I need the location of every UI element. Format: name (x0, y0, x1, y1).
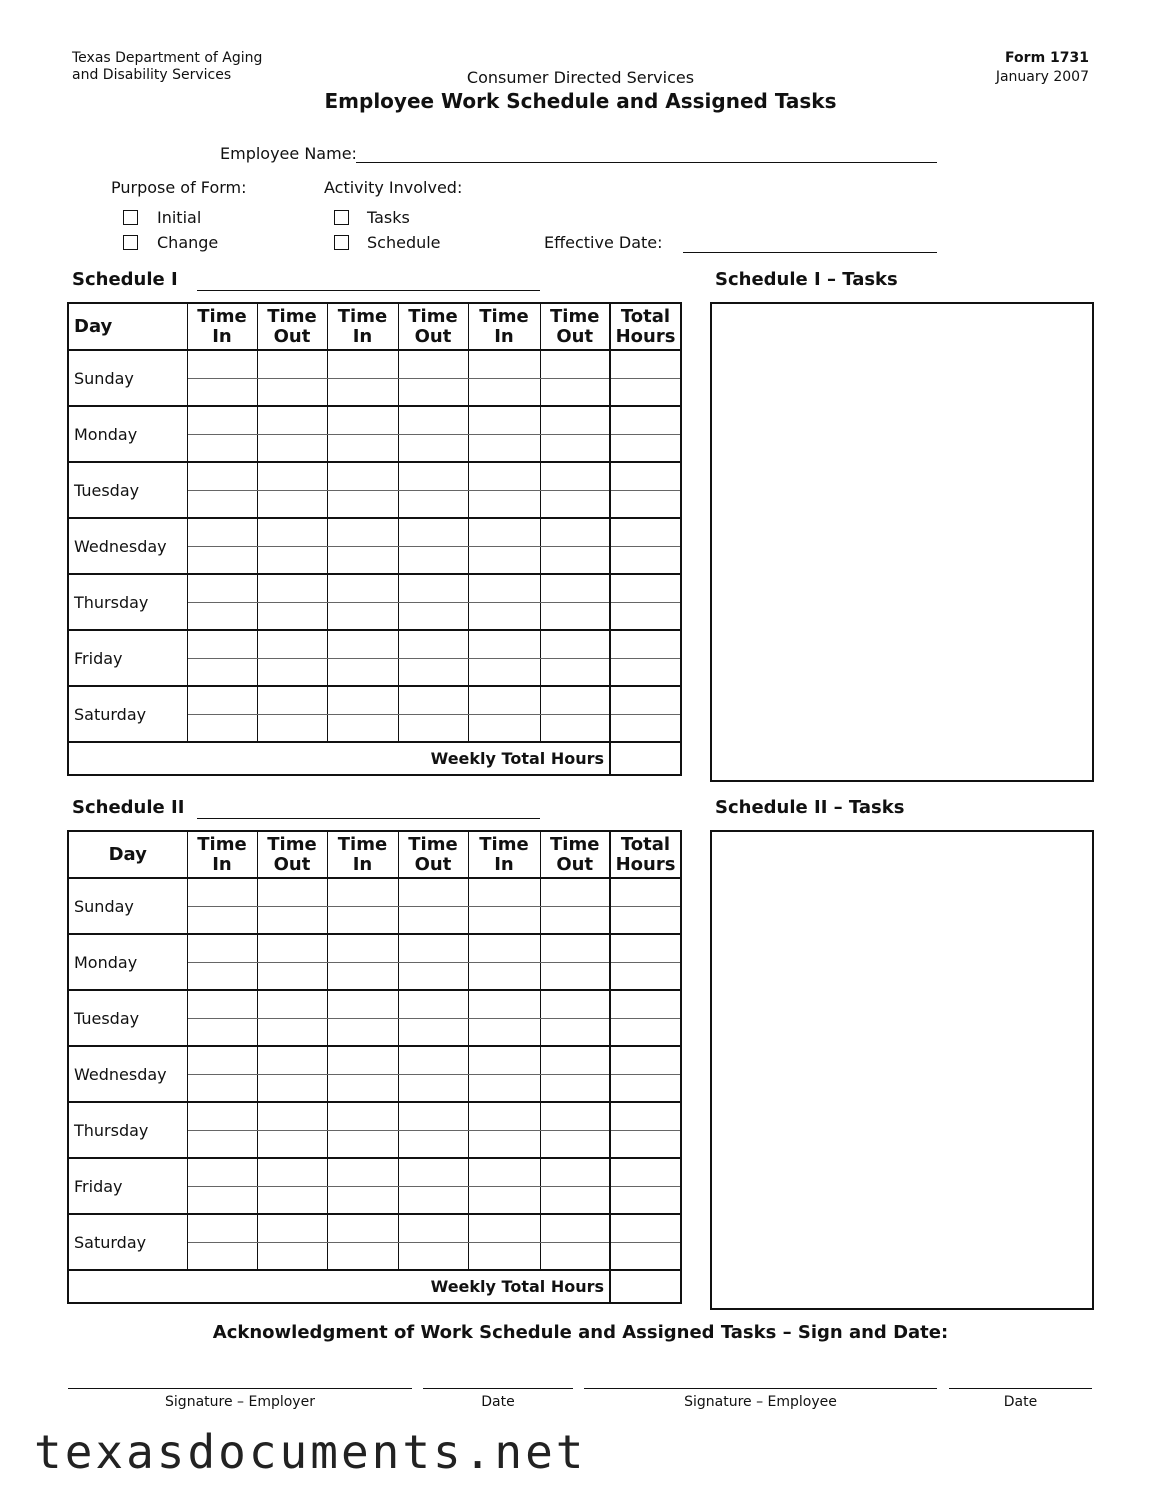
time-cell[interactable] (540, 602, 610, 630)
time-cell[interactable] (187, 406, 257, 434)
time-cell[interactable] (610, 686, 680, 714)
time-cell[interactable] (468, 350, 540, 378)
time-cell[interactable] (468, 714, 540, 742)
day-header: Day (69, 832, 187, 878)
time-cell[interactable] (610, 1018, 680, 1046)
time-cell[interactable] (398, 462, 468, 490)
time-cell[interactable] (398, 546, 468, 574)
column-header-line-2: Out (556, 325, 594, 347)
schedule-label: Schedule (367, 233, 441, 252)
effective-date-label: Effective Date: (544, 233, 663, 252)
time-cell[interactable] (540, 1074, 610, 1102)
column-header-line-1: Total (620, 833, 671, 855)
time-cell[interactable] (327, 378, 398, 406)
employer-signature-label: Signature – Employer (165, 1394, 315, 1410)
time-cell[interactable] (257, 1074, 327, 1102)
time-cell[interactable] (187, 490, 257, 518)
time-cell[interactable] (257, 1102, 327, 1130)
time-cell[interactable] (187, 350, 257, 378)
time-cell[interactable] (327, 1242, 398, 1270)
time-cell[interactable] (398, 1102, 468, 1130)
time-cell[interactable] (327, 602, 398, 630)
time-cell[interactable] (610, 350, 680, 378)
time-cell[interactable] (468, 1130, 540, 1158)
day-label: Friday (69, 1158, 187, 1214)
time-cell[interactable] (540, 406, 610, 434)
weekly-total-cell[interactable] (610, 742, 680, 774)
day-label: Wednesday (69, 518, 187, 574)
column-header-line-1: Time (479, 305, 529, 327)
column-header-line-2: Out (556, 853, 594, 875)
time-cell[interactable] (257, 406, 327, 434)
time-cell[interactable] (468, 602, 540, 630)
schedule-2-table (67, 830, 682, 1304)
purpose-label: Purpose of Form: (111, 178, 247, 197)
time-cell[interactable] (187, 518, 257, 546)
time-cell[interactable] (187, 686, 257, 714)
time-cell[interactable] (257, 574, 327, 602)
time-cell[interactable] (327, 630, 398, 658)
column-header-line-2: Hours (615, 325, 676, 347)
time-cell[interactable] (257, 658, 327, 686)
time-cell[interactable] (540, 1130, 610, 1158)
time-cell[interactable] (468, 906, 540, 934)
time-cell[interactable] (398, 686, 468, 714)
time-cell[interactable] (468, 518, 540, 546)
time-cell[interactable] (610, 1186, 680, 1214)
time-cell[interactable] (327, 686, 398, 714)
time-cell[interactable] (398, 434, 468, 462)
time-cell[interactable] (610, 602, 680, 630)
time-cell[interactable] (540, 962, 610, 990)
column-header-line-1: Time (337, 305, 388, 327)
time-cell[interactable] (257, 462, 327, 490)
time-cell[interactable] (540, 1214, 610, 1242)
employee-signature-line[interactable] (584, 1388, 937, 1389)
time-cell[interactable] (187, 1242, 257, 1270)
time-cell[interactable] (468, 1074, 540, 1102)
time-cell[interactable] (610, 546, 680, 574)
time-cell[interactable] (257, 1158, 327, 1186)
time-cell[interactable] (398, 962, 468, 990)
time-cell[interactable] (257, 1046, 327, 1074)
time-cell[interactable] (610, 378, 680, 406)
agency-line-1: Texas Department of Aging (72, 50, 263, 66)
time-cell[interactable] (610, 1242, 680, 1270)
day-label: Thursday (69, 1102, 187, 1158)
column-header-line-1: Time (408, 833, 458, 855)
time-cell[interactable] (187, 878, 257, 906)
time-cell[interactable] (327, 574, 398, 602)
column-header-line-1: Time (267, 305, 317, 327)
day-label: Wednesday (69, 1046, 187, 1102)
time-cell[interactable] (257, 490, 327, 518)
time-cell[interactable] (468, 1102, 540, 1130)
time-cell[interactable] (540, 1186, 610, 1214)
time-cell[interactable] (257, 546, 327, 574)
time-cell[interactable] (327, 406, 398, 434)
time-cell[interactable] (468, 1046, 540, 1074)
column-header-line-2: Hours (615, 853, 676, 875)
time-cell[interactable] (257, 1214, 327, 1242)
time-cell[interactable] (257, 434, 327, 462)
time-cell[interactable] (327, 1130, 398, 1158)
employee-name-label: Employee Name: (220, 144, 357, 163)
weekly-total-label: Weekly Total Hours (430, 749, 604, 768)
time-cell[interactable] (327, 1158, 398, 1186)
time-cell[interactable] (468, 406, 540, 434)
column-header-line-1: Time (337, 833, 388, 855)
column-header-line-2: In (212, 853, 232, 875)
time-cell[interactable] (610, 962, 680, 990)
column-header (540, 832, 610, 878)
weekly-total-cell[interactable] (610, 1270, 680, 1302)
time-cell[interactable] (327, 1186, 398, 1214)
time-cell[interactable] (327, 434, 398, 462)
time-cell[interactable] (540, 934, 610, 962)
time-cell[interactable] (398, 1186, 468, 1214)
time-cell[interactable] (468, 490, 540, 518)
acknowledgment-heading: Acknowledgment of Work Schedule and Assigned Tasks – Sign and Date: (212, 1322, 949, 1343)
time-cell[interactable] (398, 630, 468, 658)
time-cell[interactable] (187, 462, 257, 490)
time-cell[interactable] (187, 1018, 257, 1046)
time-cell[interactable] (257, 602, 327, 630)
time-cell[interactable] (257, 378, 327, 406)
time-cell[interactable] (610, 574, 680, 602)
column-header-line-1: Time (197, 833, 247, 855)
employer-date-label: Date (481, 1394, 515, 1410)
time-cell[interactable] (398, 1214, 468, 1242)
watermark: texasdocuments.net (34, 1425, 587, 1479)
time-cell[interactable] (327, 962, 398, 990)
time-cell[interactable] (187, 1046, 257, 1074)
time-cell[interactable] (398, 1158, 468, 1186)
time-cell[interactable] (610, 406, 680, 434)
time-cell[interactable] (468, 434, 540, 462)
schedule-1-title: Schedule I (72, 269, 178, 290)
weekly-total-label: Weekly Total Hours (430, 1277, 604, 1296)
day-label: Friday (69, 630, 187, 686)
day-label: Sunday (69, 878, 187, 934)
time-cell[interactable] (468, 962, 540, 990)
time-cell[interactable] (257, 1130, 327, 1158)
time-cell[interactable] (540, 1102, 610, 1130)
time-cell[interactable] (257, 518, 327, 546)
time-cell[interactable] (468, 1242, 540, 1270)
time-cell[interactable] (398, 350, 468, 378)
time-cell[interactable] (257, 630, 327, 658)
column-header-line-1: Time (479, 833, 529, 855)
time-cell[interactable] (327, 878, 398, 906)
time-cell[interactable] (257, 878, 327, 906)
time-cell[interactable] (327, 1214, 398, 1242)
time-cell[interactable] (327, 1018, 398, 1046)
day-label: Thursday (69, 574, 187, 630)
schedule-2-tasks-title: Schedule II – Tasks (715, 797, 905, 818)
time-cell[interactable] (468, 546, 540, 574)
time-cell[interactable] (187, 962, 257, 990)
time-cell[interactable] (327, 714, 398, 742)
time-cell[interactable] (540, 490, 610, 518)
time-cell[interactable] (187, 434, 257, 462)
time-cell[interactable] (468, 658, 540, 686)
time-cell[interactable] (610, 990, 680, 1018)
column-header-line-2: In (494, 853, 514, 875)
time-cell[interactable] (540, 630, 610, 658)
schedule-2-title: Schedule II (72, 797, 185, 818)
time-cell[interactable] (610, 934, 680, 962)
time-cell[interactable] (398, 490, 468, 518)
time-cell[interactable] (468, 1214, 540, 1242)
time-cell[interactable] (398, 906, 468, 934)
time-cell[interactable] (257, 1186, 327, 1214)
column-header (610, 304, 680, 350)
time-cell[interactable] (398, 990, 468, 1018)
time-cell[interactable] (327, 546, 398, 574)
time-cell[interactable] (327, 462, 398, 490)
employer-signature-line[interactable] (68, 1388, 412, 1389)
time-cell[interactable] (187, 934, 257, 962)
time-cell[interactable] (468, 1018, 540, 1046)
schedule-checkbox[interactable] (334, 235, 349, 250)
time-cell[interactable] (540, 714, 610, 742)
time-cell[interactable] (610, 878, 680, 906)
time-cell[interactable] (327, 1074, 398, 1102)
page-title: Employee Work Schedule and Assigned Tasks (324, 89, 837, 113)
time-cell[interactable] (398, 878, 468, 906)
time-cell[interactable] (327, 934, 398, 962)
tasks-checkbox[interactable] (334, 210, 349, 225)
time-cell[interactable] (327, 490, 398, 518)
employee-date-line[interactable] (949, 1388, 1092, 1389)
time-cell[interactable] (610, 1214, 680, 1242)
time-cell[interactable] (610, 1046, 680, 1074)
column-header-line-2: In (352, 325, 373, 347)
time-cell[interactable] (187, 378, 257, 406)
time-cell[interactable] (468, 990, 540, 1018)
schedule-1-tasks-box[interactable] (710, 302, 1094, 782)
time-cell[interactable] (540, 462, 610, 490)
time-cell[interactable] (540, 990, 610, 1018)
time-cell[interactable] (468, 378, 540, 406)
time-cell[interactable] (257, 990, 327, 1018)
time-cell[interactable] (610, 462, 680, 490)
time-cell[interactable] (468, 630, 540, 658)
time-cell[interactable] (398, 714, 468, 742)
time-cell[interactable] (398, 1046, 468, 1074)
form-date: January 2007 (995, 69, 1089, 85)
column-header (187, 832, 257, 878)
day-label: Monday (69, 934, 187, 990)
time-cell[interactable] (540, 574, 610, 602)
column-header (327, 304, 398, 350)
time-cell[interactable] (187, 1186, 257, 1214)
time-cell[interactable] (257, 350, 327, 378)
time-cell[interactable] (398, 574, 468, 602)
time-cell[interactable] (540, 906, 610, 934)
time-cell[interactable] (398, 1018, 468, 1046)
time-cell[interactable] (468, 686, 540, 714)
change-checkbox[interactable] (123, 235, 138, 250)
time-cell[interactable] (257, 714, 327, 742)
employer-date-line[interactable] (423, 1388, 573, 1389)
time-cell[interactable] (187, 1130, 257, 1158)
time-cell[interactable] (468, 1158, 540, 1186)
program-name: Consumer Directed Services (466, 68, 695, 87)
column-header-line-2: In (212, 325, 232, 347)
change-label: Change (157, 233, 219, 252)
time-cell[interactable] (540, 434, 610, 462)
time-cell[interactable] (327, 518, 398, 546)
schedule-1-tasks-title: Schedule I – Tasks (715, 269, 898, 290)
time-cell[interactable] (187, 1074, 257, 1102)
initial-label: Initial (157, 208, 202, 227)
time-cell[interactable] (257, 962, 327, 990)
day-label: Tuesday (69, 462, 187, 518)
employee-name-field[interactable] (356, 162, 937, 163)
time-cell[interactable] (257, 934, 327, 962)
time-cell[interactable] (610, 1158, 680, 1186)
time-cell[interactable] (610, 1130, 680, 1158)
time-cell[interactable] (610, 658, 680, 686)
time-cell[interactable] (540, 378, 610, 406)
time-cell[interactable] (610, 518, 680, 546)
time-cell[interactable] (540, 1158, 610, 1186)
column-header-line-2: Out (414, 325, 452, 347)
employee-date-label: Date (1003, 1394, 1038, 1410)
time-cell[interactable] (398, 518, 468, 546)
time-cell[interactable] (187, 1102, 257, 1130)
time-cell[interactable] (398, 602, 468, 630)
time-cell[interactable] (327, 658, 398, 686)
time-cell[interactable] (398, 658, 468, 686)
time-cell[interactable] (187, 658, 257, 686)
time-cell[interactable] (540, 546, 610, 574)
day-label: Sunday (69, 350, 187, 406)
time-cell[interactable] (187, 1214, 257, 1242)
time-cell[interactable] (540, 1046, 610, 1074)
day-header: Day (69, 304, 187, 350)
time-cell[interactable] (610, 434, 680, 462)
column-header-line-2: Out (273, 853, 311, 875)
time-cell[interactable] (610, 1102, 680, 1130)
schedule-2-name-field[interactable] (197, 818, 540, 819)
time-cell[interactable] (187, 714, 257, 742)
time-cell[interactable] (610, 906, 680, 934)
time-cell[interactable] (187, 602, 257, 630)
initial-checkbox[interactable] (123, 210, 138, 225)
time-cell[interactable] (610, 1074, 680, 1102)
time-cell[interactable] (257, 906, 327, 934)
day-label: Saturday (69, 1214, 187, 1270)
column-header-line-1: Time (550, 833, 600, 855)
column-header (187, 304, 257, 350)
day-label: Monday (69, 406, 187, 462)
time-cell[interactable] (468, 574, 540, 602)
effective-date-field[interactable] (683, 252, 937, 253)
time-cell[interactable] (257, 1018, 327, 1046)
time-cell[interactable] (398, 1242, 468, 1270)
time-cell[interactable] (540, 1018, 610, 1046)
time-cell[interactable] (468, 934, 540, 962)
column-header (398, 832, 468, 878)
day-label: Saturday (69, 686, 187, 742)
time-cell[interactable] (187, 546, 257, 574)
schedule-1-table (67, 302, 682, 776)
day-label: Tuesday (69, 990, 187, 1046)
time-cell[interactable] (468, 1186, 540, 1214)
form-number: Form 1731 (1005, 50, 1089, 66)
time-cell[interactable] (187, 630, 257, 658)
tasks-label: Tasks (367, 208, 410, 227)
column-header (468, 304, 540, 350)
column-header (257, 832, 327, 878)
time-cell[interactable] (187, 990, 257, 1018)
time-cell[interactable] (610, 714, 680, 742)
time-cell[interactable] (327, 350, 398, 378)
time-cell[interactable] (540, 686, 610, 714)
time-cell[interactable] (610, 490, 680, 518)
time-cell[interactable] (540, 878, 610, 906)
column-header-line-1: Time (267, 833, 317, 855)
column-header-line-1: Time (197, 305, 247, 327)
column-header-line-1: Time (408, 305, 458, 327)
time-cell[interactable] (398, 406, 468, 434)
time-cell[interactable] (398, 934, 468, 962)
time-cell[interactable] (398, 1130, 468, 1158)
time-cell[interactable] (398, 378, 468, 406)
column-header-line-2: Out (273, 325, 311, 347)
employee-signature-label: Signature – Employee (684, 1394, 837, 1410)
time-cell[interactable] (327, 906, 398, 934)
column-header (327, 832, 398, 878)
time-cell[interactable] (327, 1102, 398, 1130)
time-cell[interactable] (187, 1158, 257, 1186)
time-cell[interactable] (610, 630, 680, 658)
column-header-line-2: Out (414, 853, 452, 875)
column-header-line-2: In (352, 853, 373, 875)
column-header (468, 832, 540, 878)
time-cell[interactable] (257, 1242, 327, 1270)
time-cell[interactable] (540, 350, 610, 378)
column-header (540, 304, 610, 350)
time-cell[interactable] (468, 878, 540, 906)
activity-label: Activity Involved: (324, 178, 463, 197)
time-cell[interactable] (187, 574, 257, 602)
time-cell[interactable] (540, 658, 610, 686)
time-cell[interactable] (540, 518, 610, 546)
column-header (257, 304, 327, 350)
column-header-line-1: Total (620, 305, 671, 327)
time-cell[interactable] (187, 906, 257, 934)
time-cell[interactable] (398, 1074, 468, 1102)
schedule-2-tasks-box[interactable] (710, 830, 1094, 1310)
time-cell[interactable] (327, 1046, 398, 1074)
time-cell[interactable] (257, 686, 327, 714)
column-header (610, 832, 680, 878)
column-header-line-2: In (494, 325, 514, 347)
schedule-1-name-field[interactable] (197, 290, 540, 291)
column-header-line-1: Time (550, 305, 600, 327)
time-cell[interactable] (540, 1242, 610, 1270)
time-cell[interactable] (468, 462, 540, 490)
time-cell[interactable] (327, 990, 398, 1018)
column-header (398, 304, 468, 350)
agency-line-2: and Disability Services (72, 67, 232, 83)
